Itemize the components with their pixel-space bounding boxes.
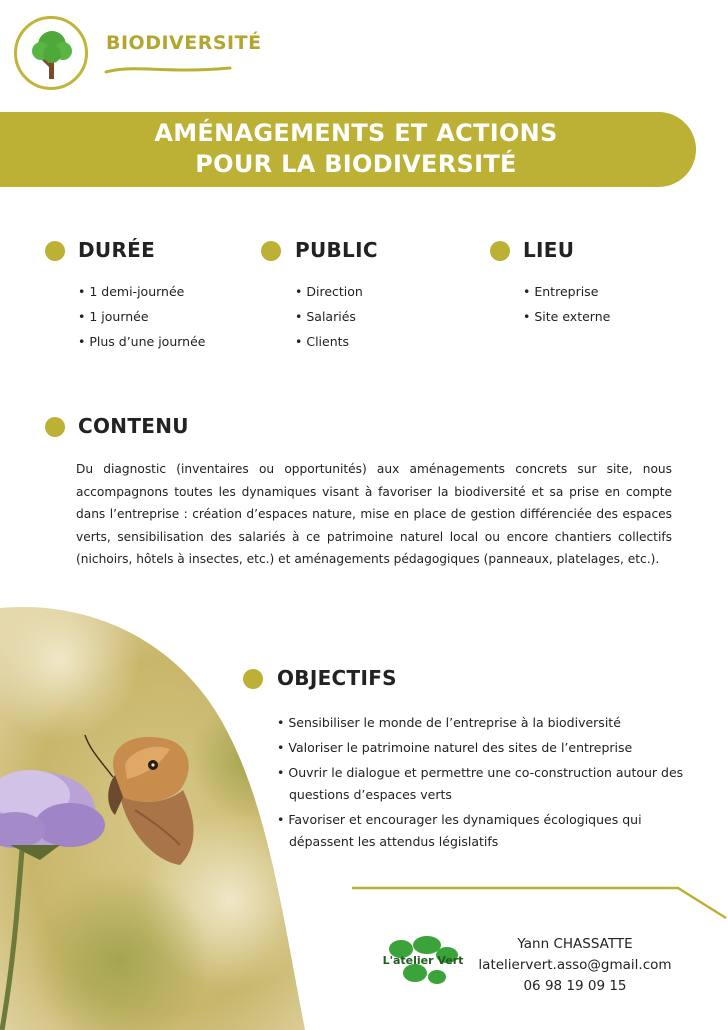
page-title: AMÉNAGEMENTS ET ACTIONS POUR LA BIODIVERSITÉ <box>154 119 558 178</box>
objectifs-list <box>277 712 697 856</box>
section-heading-duree: DURÉE <box>78 238 156 262</box>
list-item: • 1 demi-journée <box>78 279 205 304</box>
list-item: • Valoriser le patrimoine naturel des sites de l’entreprise <box>277 737 697 759</box>
list-item: • Favoriser et encourager les dynamiques écologiques qui dépassent les attendus législatifs <box>277 809 697 853</box>
list-item: • Site externe <box>523 304 610 329</box>
footer-divider <box>348 884 728 924</box>
section-heading-objectifs: OBJECTIFS <box>277 666 397 690</box>
bullet-dot <box>490 241 510 261</box>
list-item: • 1 journée <box>78 304 205 329</box>
bullet-dot <box>243 669 263 689</box>
list-item: • Sensibiliser le monde de l’entreprise à la biodiversité <box>277 712 697 734</box>
contact-name: Yann CHASSATTE <box>517 936 633 952</box>
contact-email[interactable]: latelier​vert.asso@gmail.com <box>478 957 672 973</box>
section-heading-lieu: LIEU <box>523 238 575 262</box>
section-heading-contenu: CONTENU <box>78 414 189 438</box>
atelier-vert-logo <box>382 935 464 987</box>
list-item: • Ouvrir le dialogue et permettre une co-construction autour des questions d’espaces verts <box>277 762 697 806</box>
public-list <box>295 279 363 354</box>
list-item: • Plus d’une journée <box>78 329 205 354</box>
contact-phone[interactable]: 06 98 19 09 15 <box>523 978 627 994</box>
list-item: • Direction <box>295 279 363 304</box>
duree-list <box>78 279 205 354</box>
lieu-list <box>523 279 610 329</box>
bullet-dot <box>45 417 65 437</box>
brand-badge <box>14 16 88 90</box>
section-heading-public: PUBLIC <box>295 238 378 262</box>
list-item: • Salariés <box>295 304 363 329</box>
tree-icon <box>29 27 75 83</box>
contact-block <box>470 934 680 997</box>
list-item: • Clients <box>295 329 363 354</box>
brand-underline <box>104 62 234 76</box>
brand-title: BIODIVERSITÉ <box>106 32 262 54</box>
contenu-paragraph: Du diagnostic (inventaires ou opportunités) aux aménagements concrets sur site, nous accompagnons toutes les dynamiques visant à favoriser la biodiversité et sa prise en compte dans l’entreprise : création d’espaces nature, mise en place de gestion différenciée des espaces verts, sensibilisation des salariés à ce patrimoine naturel local ou encore chantiers collectifs (nichoirs, hôtels à insectes, etc.) et aménagements pédagogiques (panneaux, platelages, etc.). <box>76 462 672 566</box>
bullet-dot <box>261 241 281 261</box>
logo-text: L'atelier Vert <box>382 954 464 967</box>
bullet-dot <box>45 241 65 261</box>
list-item: • Entreprise <box>523 279 610 304</box>
